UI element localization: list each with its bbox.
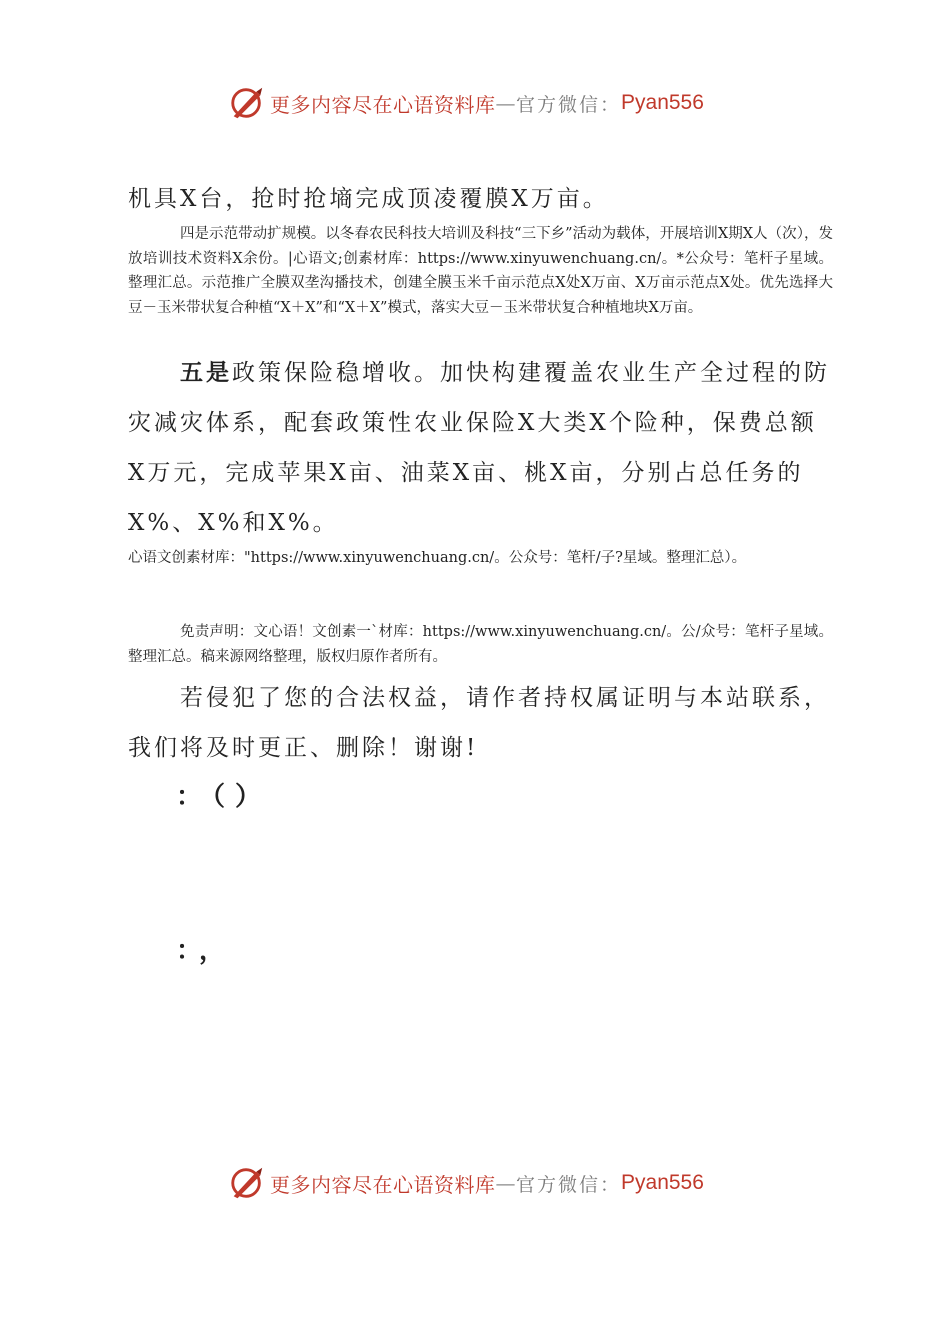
footer-dash: — — [495, 1171, 516, 1195]
para-infringe: 若侵犯了您的合法权益，请作者持权属证明与本站联系，我们将及时更正、删除！谢谢! — [128, 685, 830, 761]
footer-title: 更多内容尽在心语资料库 — [270, 1172, 496, 1197]
para-machinery: 机具X台，抢时抢墒完成顶凌覆膜X万亩。 — [128, 186, 609, 212]
punctuation-mark-1: ：（） — [176, 782, 272, 812]
para-insurance-body: 政策保险稳增收。加快构建覆盖农业生产全过程的防灾减灾体系，配套政策性农业保险X大类X个险种，保费总额X万元，完成苹果X亩、油菜X亩、桃X亩，分别占总任务的X%、X%和X%。 — [128, 360, 830, 536]
para-insurance-lead: 五是 — [180, 359, 232, 386]
para-disclaimer: 免责声明：文心语！文创素一`材库：https://www.xinyuwenchuang.cn/。公/众号：笔杆子星域。整理汇总。稿来源网络整理，版权归原作者所有。 — [128, 624, 833, 665]
banner-wechat-id: Pyan556 — [621, 91, 704, 114]
pen-logo-icon — [228, 84, 266, 122]
para-source: 心语文创素材库："https://www.xinyuwenchuang.cn/。公众号：笔杆/子?星域。整理汇总）。 — [128, 550, 747, 566]
banner-dash: — — [495, 91, 516, 115]
header-banner — [228, 84, 704, 122]
para-demo: 四是示范带动扩规模。以冬春农民科技大培训及科技“三下乡”活动为载体，开展培训X期X人（次），发放培训技术资料X余份。|心语文;创素材库：https://www.xinyuwenchuang.cn/。*公众号：笔杆子星域。整理汇总。示范推广全膜双垄沟播技术，创建全膜玉米千亩示范点X处X万亩、X万亩示范点X处。优先选择大豆－玉米带状复合种植“X＋X”和“X＋X”模式，落实大豆－玉米带状复合种植地块X万亩。 — [128, 226, 833, 316]
footer-banner — [228, 1164, 704, 1202]
footer-wechat-label: 官方微信： — [516, 1173, 622, 1196]
punctuation-mark-2: ：， — [176, 936, 236, 966]
banner-title: 更多内容尽在心语资料库 — [270, 92, 496, 117]
para-insurance — [128, 348, 833, 548]
pen-logo-icon — [228, 1164, 266, 1202]
footer-wechat-id: Pyan556 — [621, 1171, 704, 1194]
banner-wechat-label: 官方微信： — [516, 93, 622, 116]
